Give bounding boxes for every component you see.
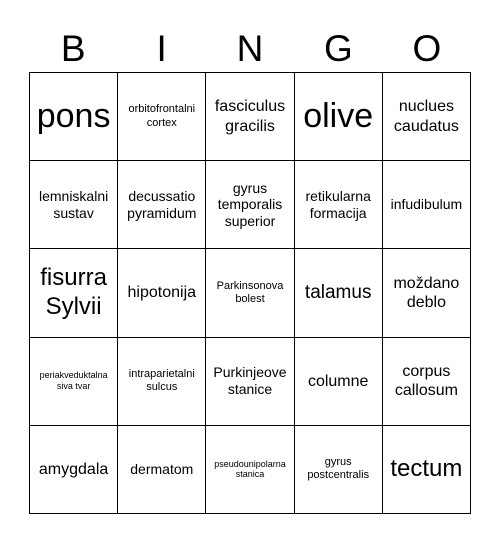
bingo-cell: fisurra Sylvii bbox=[30, 249, 118, 337]
header-letter-o: O bbox=[412, 28, 442, 69]
bingo-cell: Purkinjeove stanice bbox=[206, 338, 294, 426]
header-letter-n: N bbox=[236, 28, 264, 69]
bingo-cell: orbitofrontalni cortex bbox=[118, 73, 206, 161]
bingo-cell: tectum bbox=[383, 426, 471, 514]
bingo-cell: pons bbox=[30, 73, 118, 161]
bingo-cell: nuclues caudatus bbox=[383, 73, 471, 161]
bingo-cell: fasciculus gracilis bbox=[206, 73, 294, 161]
bingo-cell: pseudounipolarna stanica bbox=[206, 426, 294, 514]
bingo-cell: infudibulum bbox=[383, 161, 471, 249]
bingo-cell: corpus callosum bbox=[383, 338, 471, 426]
bingo-cell: Parkinsonova bolest bbox=[206, 249, 294, 337]
bingo-cell: dermatom bbox=[118, 426, 206, 514]
bingo-grid bbox=[29, 72, 471, 514]
bingo-cell: periakveduktalna siva tvar bbox=[30, 338, 118, 426]
header-letter-i: I bbox=[156, 28, 167, 69]
bingo-cell: retikularna formacija bbox=[295, 161, 383, 249]
header-letter-b: B bbox=[60, 28, 86, 69]
bingo-header bbox=[29, 26, 471, 72]
header-letter-g: G bbox=[324, 28, 353, 69]
bingo-cell: columne bbox=[295, 338, 383, 426]
bingo-cell: hipotonija bbox=[118, 249, 206, 337]
bingo-cell: gyrus temporalis superior bbox=[206, 161, 294, 249]
bingo-cell: lemniskalni sustav bbox=[30, 161, 118, 249]
bingo-cell: moždano deblo bbox=[383, 249, 471, 337]
bingo-cell: gyrus postcentralis bbox=[295, 426, 383, 514]
bingo-cell: olive bbox=[295, 73, 383, 161]
bingo-cell: amygdala bbox=[30, 426, 118, 514]
bingo-cell: decussatio pyramidum bbox=[118, 161, 206, 249]
bingo-cell: intraparietalni sulcus bbox=[118, 338, 206, 426]
bingo-cell: talamus bbox=[295, 249, 383, 337]
